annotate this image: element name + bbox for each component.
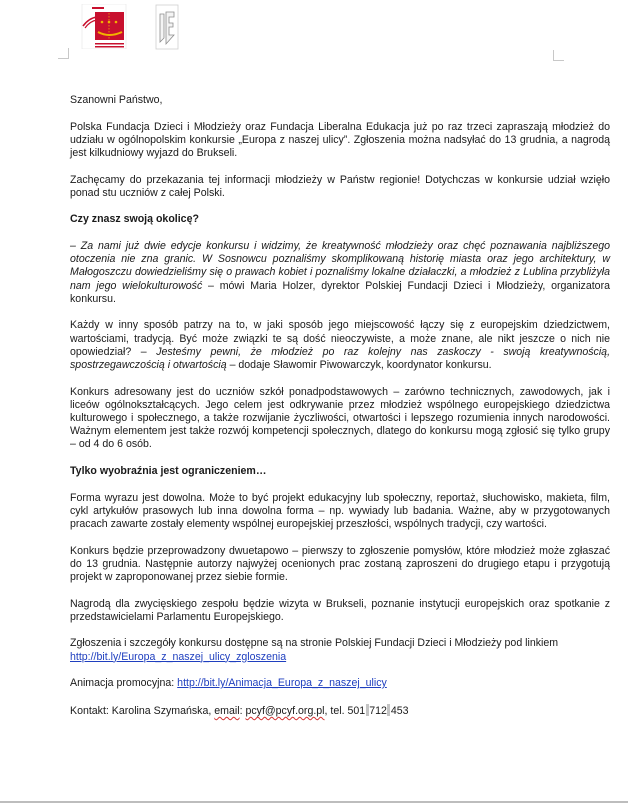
paragraph-form: Forma wyrazu jest dowolna. Może to być projekt edukacyjny lub społeczny, reportaż, słuchowisko, makieta, film, cykl artykułów prasowych lub inna dowolna forma – np. wywiady lub badania. Ważne, aby w przygotowanych pracach zawarte zostały elementy wspólnej europejskiej przeszłości, wspólnych tradycji, czy wartości.	[70, 491, 610, 530]
contact-label: Kontakt: Karolina Szymańska,	[70, 704, 215, 717]
margin-corner-mark-left	[58, 48, 69, 59]
phone-part-3: 453	[390, 704, 409, 717]
registration-text: Zgłoszenia i szczegóły konkursu dostępne są na stronie Polskiej Fundacji Dzieci i Młodzieży pod linkiem	[70, 637, 559, 650]
pfdim-logo	[79, 4, 129, 49]
animation-label: Animacja promocyjna:	[70, 677, 178, 690]
paragraph-contact	[70, 704, 610, 718]
margin-corner-mark-right	[553, 50, 564, 61]
paragraph-animation	[70, 677, 610, 690]
phone-part-1: 501	[347, 704, 366, 717]
quote-attribution: – mówi Maria Holzer, dyrektor Polskiej Fundacji Dzieci i Młodzieży, organizatora konkursu.	[70, 279, 610, 305]
separator: :	[239, 704, 246, 717]
paragraph-quote-piwowarczyk	[70, 319, 610, 372]
salutation: Szanowni Państwo,	[70, 94, 163, 106]
contact-email[interactable]: pcyf@pcyf.org.pl	[245, 704, 325, 717]
quote-attribution: – dodaje Sławomir Piwowarczyk, koordynator konkursu.	[226, 359, 492, 371]
paragraph-target-audience: Konkurs adresowany jest do uczniów szkół ponadpodstawowych – zarówno technicznych, zawodowych, jak i liceów ogólnokształcących. Jego celem jest odkrywanie przez młodzież wspólnego europejskiego dziedzictwa kulturowego i społecznego, a także rozwijanie życzliwości, otwartości i lepszego rozumienia innych narodowości. Ważnym elementem jest także rozwój kompetencji społecznych, dlatego do konkursu mogą zgłosić się tylko grupy – od 4 do 6 osób.	[70, 385, 610, 451]
section-heading-imagination: Tylko wyobraźnia jest ograniczeniem…	[70, 465, 267, 477]
fle-logo	[154, 4, 180, 50]
tel-label: , tel.	[324, 704, 348, 717]
letter-body	[70, 94, 610, 731]
animation-link[interactable]: http://bit.ly/Animacja_Europa_z_naszej_ulicy	[177, 677, 387, 690]
paragraph-encouragement: Zachęcamy do przekazania tej informacji młodzieży w Państw regionie! Dotychczas w konkursie udział wzięło ponad stu uczniów z całej Polski.	[70, 173, 610, 199]
registration-link[interactable]: http://bit.ly/Europa_z_naszej_ulicy_zgloszenia	[70, 650, 287, 663]
paragraph-registration	[70, 637, 610, 663]
section-heading-know-your-area: Czy znasz swoją okolicę?	[70, 213, 199, 226]
paragraph-stages: Konkurs będzie przeprowadzony dwuetapowo – pierwszy to zgłoszenie pomysłów, które młodzież może zgłaszać do 13 grudnia. Następnie autorzy najwyżej ocenionych prac zostaną zaproszeni do drugiego etapu i przygotują projekt w zaproponowanej przez siebie formie.	[70, 544, 610, 583]
paragraph-text: Każdy w inny sposób patrzy na to, w jaki sposób jego miejscowość łączy się z europejskim dziedzictwem, wartościami, tradycją. Być może związki te są dość nieoczywiste, a może znane, ale nikt jeszcze o nich nie opowiedział? –	[70, 319, 610, 358]
paragraph-invitation: Polska Fundacja Dzieci i Młodzieży oraz Fundacja Liberalna Edukacja już po raz trzeci zapraszają młodzież do udziału w ogólnopolskim konkursie „Europa z naszej ulicy”. Zgłoszenia można nadsyłać do 13 grudnia, a nagrodą jest kilkudniowy wyjazd do Brukseli.	[70, 120, 610, 159]
email-label: email	[214, 704, 240, 717]
phone-part-2: 712	[369, 704, 387, 717]
quote-italic: – Za nami już dwie edycje konkursu i widzimy, że kreatywność młodzieży oraz chęć poznawania najbliższego otoczenia nie zna granic. W Sosnowcu poznaliśmy skomplikowaną historię miasta oraz jego architektury, w Małogoszczu dowiedzieliśmy się o prawach kobiet i poznaliśmy lokalne działaczki, a młodzież z Lublina przybliżyła nam jego wielokulturowość	[70, 239, 610, 292]
paragraph-quote-holzer	[70, 240, 610, 306]
paragraph-prize: Nagrodą dla zwycięskiego zespołu będzie wizyta w Brukseli, poznanie instytucji europejskich oraz spotkanie z przedstawicielami Parlamentu Europejskiego.	[70, 597, 610, 623]
quote-italic: Jesteśmy pewni, że młodzież po raz kolejny nas zaskoczy - swoją kreatywnością, spostrzegawczością i otwartością	[70, 345, 611, 371]
